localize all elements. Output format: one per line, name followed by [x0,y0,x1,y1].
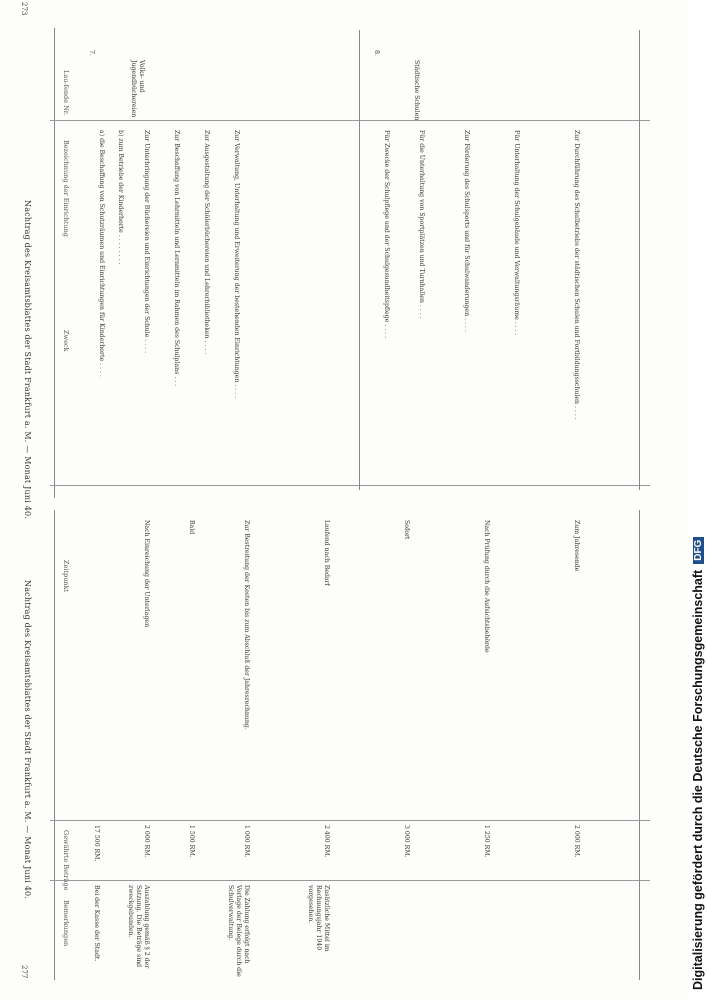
left-row-line: Für Unterhaltung der Schulgebäude und Verwaltungsräume . . . . [513,130,520,336]
left-col-nr: Lau-fende Nr. [62,70,70,116]
left-page-number: 273 [20,2,28,16]
right-row-bem: Auszahlung gemäß § 2 der Satzung. Die Beträge sind zweckgebunden. [126,885,150,969]
right-column-rule [50,820,650,821]
left-col-zweck: Zweck [62,330,70,352]
right-bottom-rule [639,510,640,980]
left-row-name: Volks- und Jugendbüchereien [129,60,145,118]
dfg-logo: DFG [693,537,704,564]
left-bottom-rule [639,30,640,490]
right-column-rule [50,880,650,881]
left-row-line: Zur Beschaffung von Lehrmitteln und Lernmitteln im Rahmen des Schulplans . . . [173,130,180,387]
left-row-line: Zur Verwaltung, Unterhaltung und Erweiterung der bestehenden Einrichtungen . . . . [233,130,240,399]
right-page-number: 277 [20,965,28,979]
right-row-bem: Die Zahlung erfolgt nach Vorlage der Belege durch die Schulverwaltung. [226,885,250,977]
banner-text: Digitalisierung gefördert durch die Deutsche Forschungsgemeinschaft [691,569,705,990]
right-row-zeit: Nach Prüfung durch die Aufsichtsbehörde [483,520,490,653]
left-running-title: Nachtrag des Kreisamtsblattes der Stadt Frankfurt a. M. — Monat Juni 40. [23,200,32,520]
right-row-betrag: 1 500 RM. [188,825,195,858]
right-col-zeit: Zeitpunkt [62,560,70,593]
left-row-line: Zur Durchführung des Schulbetriebs der städtischen Schulen und Fortbildungsschulen . . . . [573,130,580,420]
right-running-title: Nachtrag des Kreisamtsblattes der Stadt Frankfurt a. M. — Monat Juni 40. [23,580,32,900]
left-row-line: Zur Ausgestaltung der Schülerbüchereien und Lehrerbibliotheken . . . . [203,130,210,355]
right-row-zeit: Bald [188,520,195,535]
left-row-line: Für Zwecke der Schulpflege und der Schulgesundheitspflege . . . . [383,130,390,339]
left-row-nr: 7. [88,50,95,56]
left-row-line: Zur Unterbringung der Büchereien und Einrichtungen der Schule . . . . [143,130,150,354]
right-row-betrag: 2 000 RM. [143,825,150,858]
right-row-betrag: 1 250 RM. [483,825,490,858]
left-header-rule [54,28,55,498]
left-row-line: Zur Förderung des Schulsports und für Schulwanderungen . . . . [463,130,470,332]
page-gutter [50,485,650,486]
right-row-zeit: Laufend nach Bedarf [323,520,330,586]
left-row-rule [359,30,360,490]
right-row-bem: Zusätzliche Mittel im Rechnungsjahr 1940 vorgesehen. [306,885,330,952]
left-row-nr: 8. [373,50,380,56]
right-row-zeit: Sofort [403,520,410,540]
right-row-betrag: 3 000 RM. [403,825,410,858]
right-row-zeit: Nach Einreichung der Unterlagen [143,520,150,628]
right-col-betrag: Gewährte Beträge [62,830,70,891]
left-col-name: Bezeichnung der Einrichtung [62,140,70,237]
right-row-betrag: 2 000 RM. [573,825,580,858]
right-row-betrag: 1 000 RM. [243,825,250,858]
dfg-banner [689,0,707,1000]
left-row-line: Für die Unterhaltung von Sportplätzen und Turnhallen . . . . [418,130,425,319]
right-col-bem: Bemerkungen [62,900,70,947]
right-header-rule [54,510,55,980]
left-row-name: Städtische Schulen [413,60,420,121]
right-row-bem: Bei der Kasse der Stadt. [93,885,100,962]
right-row-betrag: 17 500 RM. [93,825,100,862]
left-row-line: a) die Beschaffung von Schutzräumen und Einrichtungen für Kinderhorte . . . . [98,130,105,377]
right-row-betrag: 2 400 RM. [323,825,330,858]
right-row-zeit: Zum Jahresende [573,520,580,572]
right-row-zeit: Zur Bestreitung der Kosten bis zum Abschluß der Jahresrechnung. [243,520,250,730]
left-row-line: b) zum Betriebe der Kinderhorte . . . . . . . . [117,130,124,265]
